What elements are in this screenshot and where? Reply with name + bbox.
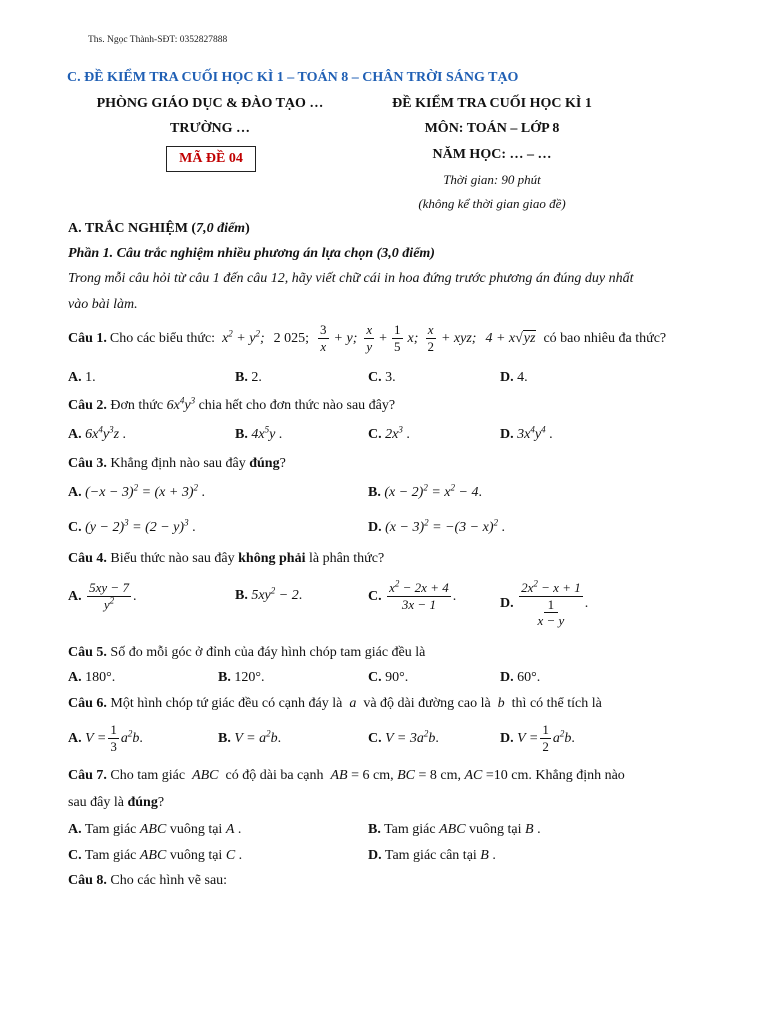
question-7: Câu 7. Cho tam giác ABC có độ dài ba cạnh AB = 6 cm, BC = 8 cm, AC =10 cm. Khẳng định nào: [68, 768, 625, 783]
question-5: Câu 5. Số đo mỗi góc ở đỉnh của đáy hình chóp tam giác đều là: [68, 645, 426, 660]
q4-option-b: B. $5xy^2 - 2$.: [235, 585, 303, 603]
q1-option-b: B. 2.: [235, 370, 262, 385]
q5-option-b: B. 120°.: [218, 670, 265, 685]
question-1: Câu 1. Cho các biểu thức: $x^2 + y^2$; 2 025; $\frac{3}{x}$ + y; $\frac{x}{y}$ + $\frac{1}{5}$ x; $\frac{x}{2}$ + xyz; 4 + x√yz có bao nhiêu đa thức?: [68, 322, 667, 354]
school-year: NĂM HỌC: … – …: [432, 147, 552, 162]
question-7-line2: sau đây là đúng?: [68, 795, 165, 810]
section-a-heading: A. TRẮC NGHIỆM (7,0 điểm): [68, 221, 250, 236]
question-8: Câu 8. Cho các hình vẽ sau:: [68, 873, 228, 888]
q3-option-c: C. $(y - 2)^3 = (2 - y)^3$ .: [68, 517, 196, 535]
q3-option-b: B. $(x - 2)^2 = x^2 - 4$.: [368, 482, 482, 500]
instruction-line-1: Trong mỗi câu hỏi từ câu 1 đến câu 12, hãy viết chữ cái in hoa đứng trước phương án đúng duy nhất: [68, 271, 634, 286]
q3-option-d: D. $(x - 3)^2 = -(3 - x)^2$ .: [368, 517, 506, 535]
q1-option-c: C. 3.: [368, 370, 396, 385]
question-4: Câu 4. Biểu thức nào sau đây không phải là phân thức?: [68, 551, 385, 566]
question-6: Câu 6. Một hình chóp tứ giác đều có cạnh đáy là a và độ dài đường cao là b thì có thể tích là: [68, 696, 602, 711]
question-3: Câu 3. Khẳng định nào sau đây đúng?: [68, 456, 286, 471]
department: PHÒNG GIÁO DỤC & ĐÀO TẠO …: [96, 96, 324, 111]
q6-option-b: B. $V = a^2b$.: [218, 728, 282, 746]
q7-option-a: A. Tam giác ABC vuông tại A .: [68, 822, 242, 837]
author-line: Ths. Ngọc Thành-SĐT: 0352827888: [88, 35, 228, 45]
q5-option-c: C. 90°.: [368, 670, 409, 685]
q2-option-c: C. $2x^3$ .: [368, 424, 410, 442]
q7-option-c: C. Tam giác ABC vuông tại C .: [68, 848, 243, 863]
q4-option-a: A. $\frac{5xy - 7}{y^2}$ .: [68, 580, 137, 612]
instruction-line-2: vào bài làm.: [68, 297, 138, 312]
q6-option-a: A. V = $\frac{1}{3}$ $a^2b$ .: [68, 722, 143, 754]
time-limit: Thời gian: 90 phút: [443, 172, 541, 187]
q5-option-d: D. 60°.: [500, 670, 541, 685]
q7-option-b: B. Tam giác ABC vuông tại B .: [368, 822, 541, 837]
q1-option-d: D. 4.: [500, 370, 528, 385]
question-2: Câu 2. Đơn thức $6x^4y^3$ chia hết cho đơn thức nào sau đây?: [68, 395, 396, 413]
subject: MÔN: TOÁN – LỚP 8: [424, 121, 560, 136]
q7-option-d: D. Tam giác cân tại B .: [368, 848, 496, 863]
part1-title: Phần 1. Câu trắc nghiệm nhiều phương án lựa chọn (3,0 điểm): [68, 246, 435, 261]
q4-option-c: C. $\frac{x^2 - 2x + 4}{3x - 1}$ .: [368, 578, 457, 612]
q4-option-d: D. $2x^2 - x + 1$ 1 x − y .: [500, 578, 589, 628]
exam-code-box: MÃ ĐỀ 04: [166, 146, 256, 172]
q6-option-d: D. V = $\frac{1}{2}$ $a^2b$ .: [500, 722, 575, 754]
time-note: (không kể thời gian giao đề): [418, 196, 566, 211]
document-title: C. ĐỀ KIỂM TRA CUỐI HỌC KÌ 1 – TOÁN 8 – CHÂN TRỜI SÁNG TẠO: [67, 70, 519, 85]
school: TRƯỜNG …: [170, 121, 250, 136]
q5-option-a: A. 180°.: [68, 670, 116, 685]
q2-option-b: B. $4x^5y$ .: [235, 424, 283, 442]
q1-option-a: A. 1.: [68, 370, 96, 385]
q2-option-d: D. $3x^4y^4$ .: [500, 424, 553, 442]
exam-title: ĐỀ KIỂM TRA CUỐI HỌC KÌ 1: [392, 96, 592, 111]
q2-option-a: A. $6x^4y^3z$ .: [68, 424, 127, 442]
q3-option-a: A. $(-x - 3)^2 = (x + 3)^2$ .: [68, 482, 205, 500]
q6-option-c: C. $V = 3a^2b$.: [368, 728, 439, 746]
